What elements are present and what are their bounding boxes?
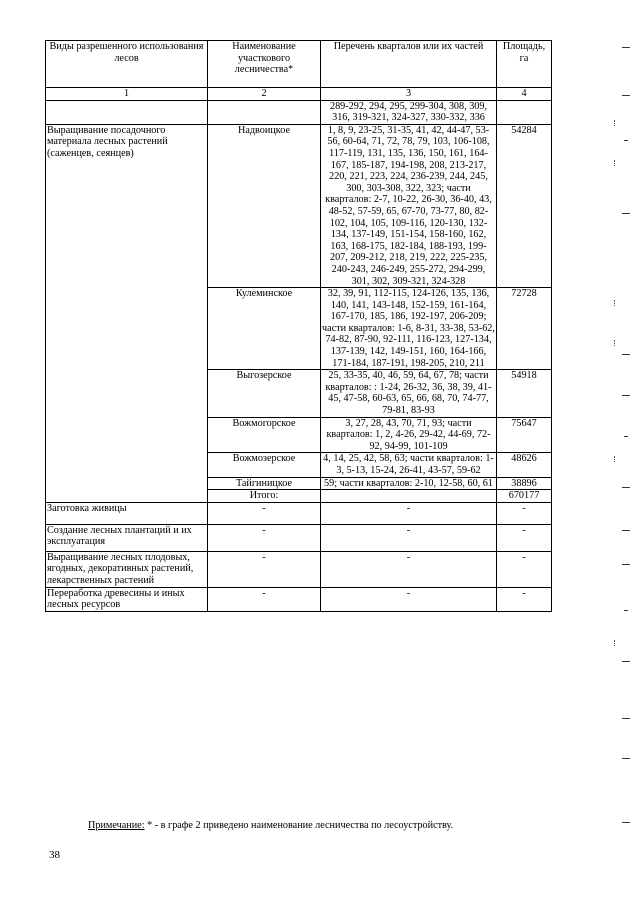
quarters-cell: 289-292, 294, 295, 299-304, 308, 309, 316, 319-321, 324-327, 330-332, 336 bbox=[321, 100, 497, 124]
quarters-cell: 25, 33-35, 40, 46, 59, 64, 67, 78; части кварталов: : 1-24, 26-32, 36, 38, 39, 41-45, 47-58, 60-63, 65, 66, 68, 70, 74-77, 79-81, 83-93 bbox=[321, 370, 497, 417]
forestry-name-cell: Кулеминское bbox=[208, 288, 321, 370]
column-number-row bbox=[46, 88, 552, 101]
header-forestry-name: Наименование участкового лесничества* bbox=[208, 41, 321, 88]
table-row bbox=[46, 124, 552, 287]
total-area: 670177 bbox=[497, 490, 552, 503]
forestry-name-cell: - bbox=[208, 502, 321, 524]
table-note bbox=[88, 820, 453, 831]
column-number: 2 bbox=[208, 88, 321, 101]
quarters-cell bbox=[321, 490, 497, 503]
scan-margin-mark bbox=[622, 487, 630, 488]
area-cell: - bbox=[497, 502, 552, 524]
usage-type-cell: Выращивание посадочного материала лесных растений (саженцев, сеянцев) bbox=[46, 124, 208, 502]
header-area: Площадь, га bbox=[497, 41, 552, 88]
area-cell bbox=[497, 100, 552, 124]
area-cell: 54284 bbox=[497, 124, 552, 287]
quarters-cell: - bbox=[321, 524, 497, 551]
area-cell: - bbox=[497, 587, 552, 611]
forestry-name-cell: - bbox=[208, 551, 321, 587]
note-text: * - в графе 2 приведено наименование лесничества по лесоустройству. bbox=[144, 820, 454, 831]
scan-margin-mark bbox=[622, 661, 630, 662]
header-quarters: Перечень кварталов или их частей bbox=[321, 41, 497, 88]
scan-margin-mark bbox=[614, 160, 615, 166]
forestry-name-cell: Выгозерское bbox=[208, 370, 321, 417]
area-cell: - bbox=[497, 524, 552, 551]
usage-type-cell: Переработка древесины и иных лесных ресурсов bbox=[46, 587, 208, 611]
table-row bbox=[46, 587, 552, 611]
table-row bbox=[46, 551, 552, 587]
usage-type-cell: Выращивание лесных плодовых, ягодных, декоративных растений, лекарственных растений bbox=[46, 551, 208, 587]
scan-margin-mark bbox=[614, 340, 615, 346]
quarters-cell: - bbox=[321, 551, 497, 587]
column-number: 3 bbox=[321, 88, 497, 101]
usage-type-cell: Заготовка живицы bbox=[46, 502, 208, 524]
quarters-cell: 1, 8, 9, 23-25, 31-35, 41, 42, 44-47, 53-56, 60-64, 71, 72, 78, 79, 103, 106-108, 117-119, 131, 135, 136, 150, 161, 164-167, 185-187, 194-198, 208, 213-217, 220, 221, 223, 224, 236-239, 244, 245, 300, 303-308, 322, 323; части кварталов: 2-7, 10-22, 26-30, 36-40, 43, 48-52, 57-59, 65, 67-70, 73-77, 80, 82-102, 104, 105, 109-116, 120-130, 132-134, 137-149, 151-154, 158-160, 162, 163, 168-175, 182-184, 188-193, 199-207, 209-212, 218, 219, 222, 225-235, 240-243, 246-249, 255-272, 294-299, 301, 302, 309-321, 324-328 bbox=[321, 124, 497, 287]
table-row bbox=[46, 502, 552, 524]
page-number: 38 bbox=[49, 849, 60, 861]
quarters-cell: 3, 27, 28, 43, 70, 71, 93; части кварталов: 1, 2, 4-26, 29-42, 44-69, 72-92, 94-99, 101-109 bbox=[321, 417, 497, 453]
note-label: Примечание: bbox=[88, 820, 145, 831]
quarters-cell: 59; части кварталов: 2-10, 12-58, 60, 61 bbox=[321, 477, 497, 490]
forestry-name-cell: Тайгиницкое bbox=[208, 477, 321, 490]
scan-margin-mark bbox=[622, 718, 630, 719]
scan-margin-mark bbox=[614, 456, 615, 462]
area-cell: 48626 bbox=[497, 453, 552, 477]
scan-margin-mark bbox=[624, 140, 628, 141]
table-row bbox=[46, 524, 552, 551]
header-usage-type: Виды разрешенного использования лесов bbox=[46, 41, 208, 88]
scan-margin-mark bbox=[622, 354, 630, 355]
scan-margin-mark bbox=[622, 213, 630, 214]
forestry-name-cell bbox=[208, 100, 321, 124]
header-row bbox=[46, 41, 552, 88]
scan-margin-mark bbox=[624, 610, 628, 611]
area-cell: 38896 bbox=[497, 477, 552, 490]
forestry-name-cell: Надвоицкое bbox=[208, 124, 321, 287]
area-cell: - bbox=[497, 551, 552, 587]
total-label: Итого: bbox=[208, 490, 321, 503]
forestry-name-cell: - bbox=[208, 524, 321, 551]
scan-margin-mark bbox=[614, 640, 615, 646]
scan-margin-mark bbox=[614, 300, 615, 306]
scan-margin-mark bbox=[624, 436, 628, 437]
column-number: 4 bbox=[497, 88, 552, 101]
area-cell: 75647 bbox=[497, 417, 552, 453]
area-cell: 72728 bbox=[497, 288, 552, 370]
usage-type-cell: Создание лесных плантаций и их эксплуатация bbox=[46, 524, 208, 551]
quarters-cell: 4, 14, 25, 42, 58, 63; части кварталов: 1-3, 5-13, 15-24, 26-41, 43-57, 59-62 bbox=[321, 453, 497, 477]
forestry-name-cell: Вожмозерское bbox=[208, 453, 321, 477]
scan-margin-mark bbox=[614, 120, 615, 126]
quarters-cell: - bbox=[321, 587, 497, 611]
continuation-row bbox=[46, 100, 552, 124]
area-cell: 54918 bbox=[497, 370, 552, 417]
scan-margin-mark bbox=[622, 395, 630, 396]
scan-margin-mark bbox=[622, 95, 630, 96]
forestry-name-cell: - bbox=[208, 587, 321, 611]
usage-type-cell bbox=[46, 100, 208, 124]
scan-margin-mark bbox=[622, 758, 630, 759]
quarters-cell: - bbox=[321, 502, 497, 524]
scan-margin-mark bbox=[622, 564, 630, 565]
scan-margin-mark bbox=[622, 47, 630, 48]
forestry-name-cell: Вожмогорское bbox=[208, 417, 321, 453]
column-number: 1 bbox=[46, 88, 208, 101]
forest-use-table bbox=[45, 40, 552, 612]
quarters-cell: 32, 39, 91, 112-115, 124-126, 135, 136, 140, 141, 143-148, 152-159, 161-164, 167-170, 185, 186, 192-197, 206-209; части кварталов: 1-6, 8-31, 33-38, 53-62, 74-82, 87-90, 92-111, 116-123, 127-134, 137-139, 142, 149-151, 160, 164-166, 171-184, 187-191, 198-205, 210, 211 bbox=[322, 288, 495, 369]
scan-margin-mark bbox=[622, 530, 630, 531]
scan-margin-mark bbox=[622, 822, 630, 823]
